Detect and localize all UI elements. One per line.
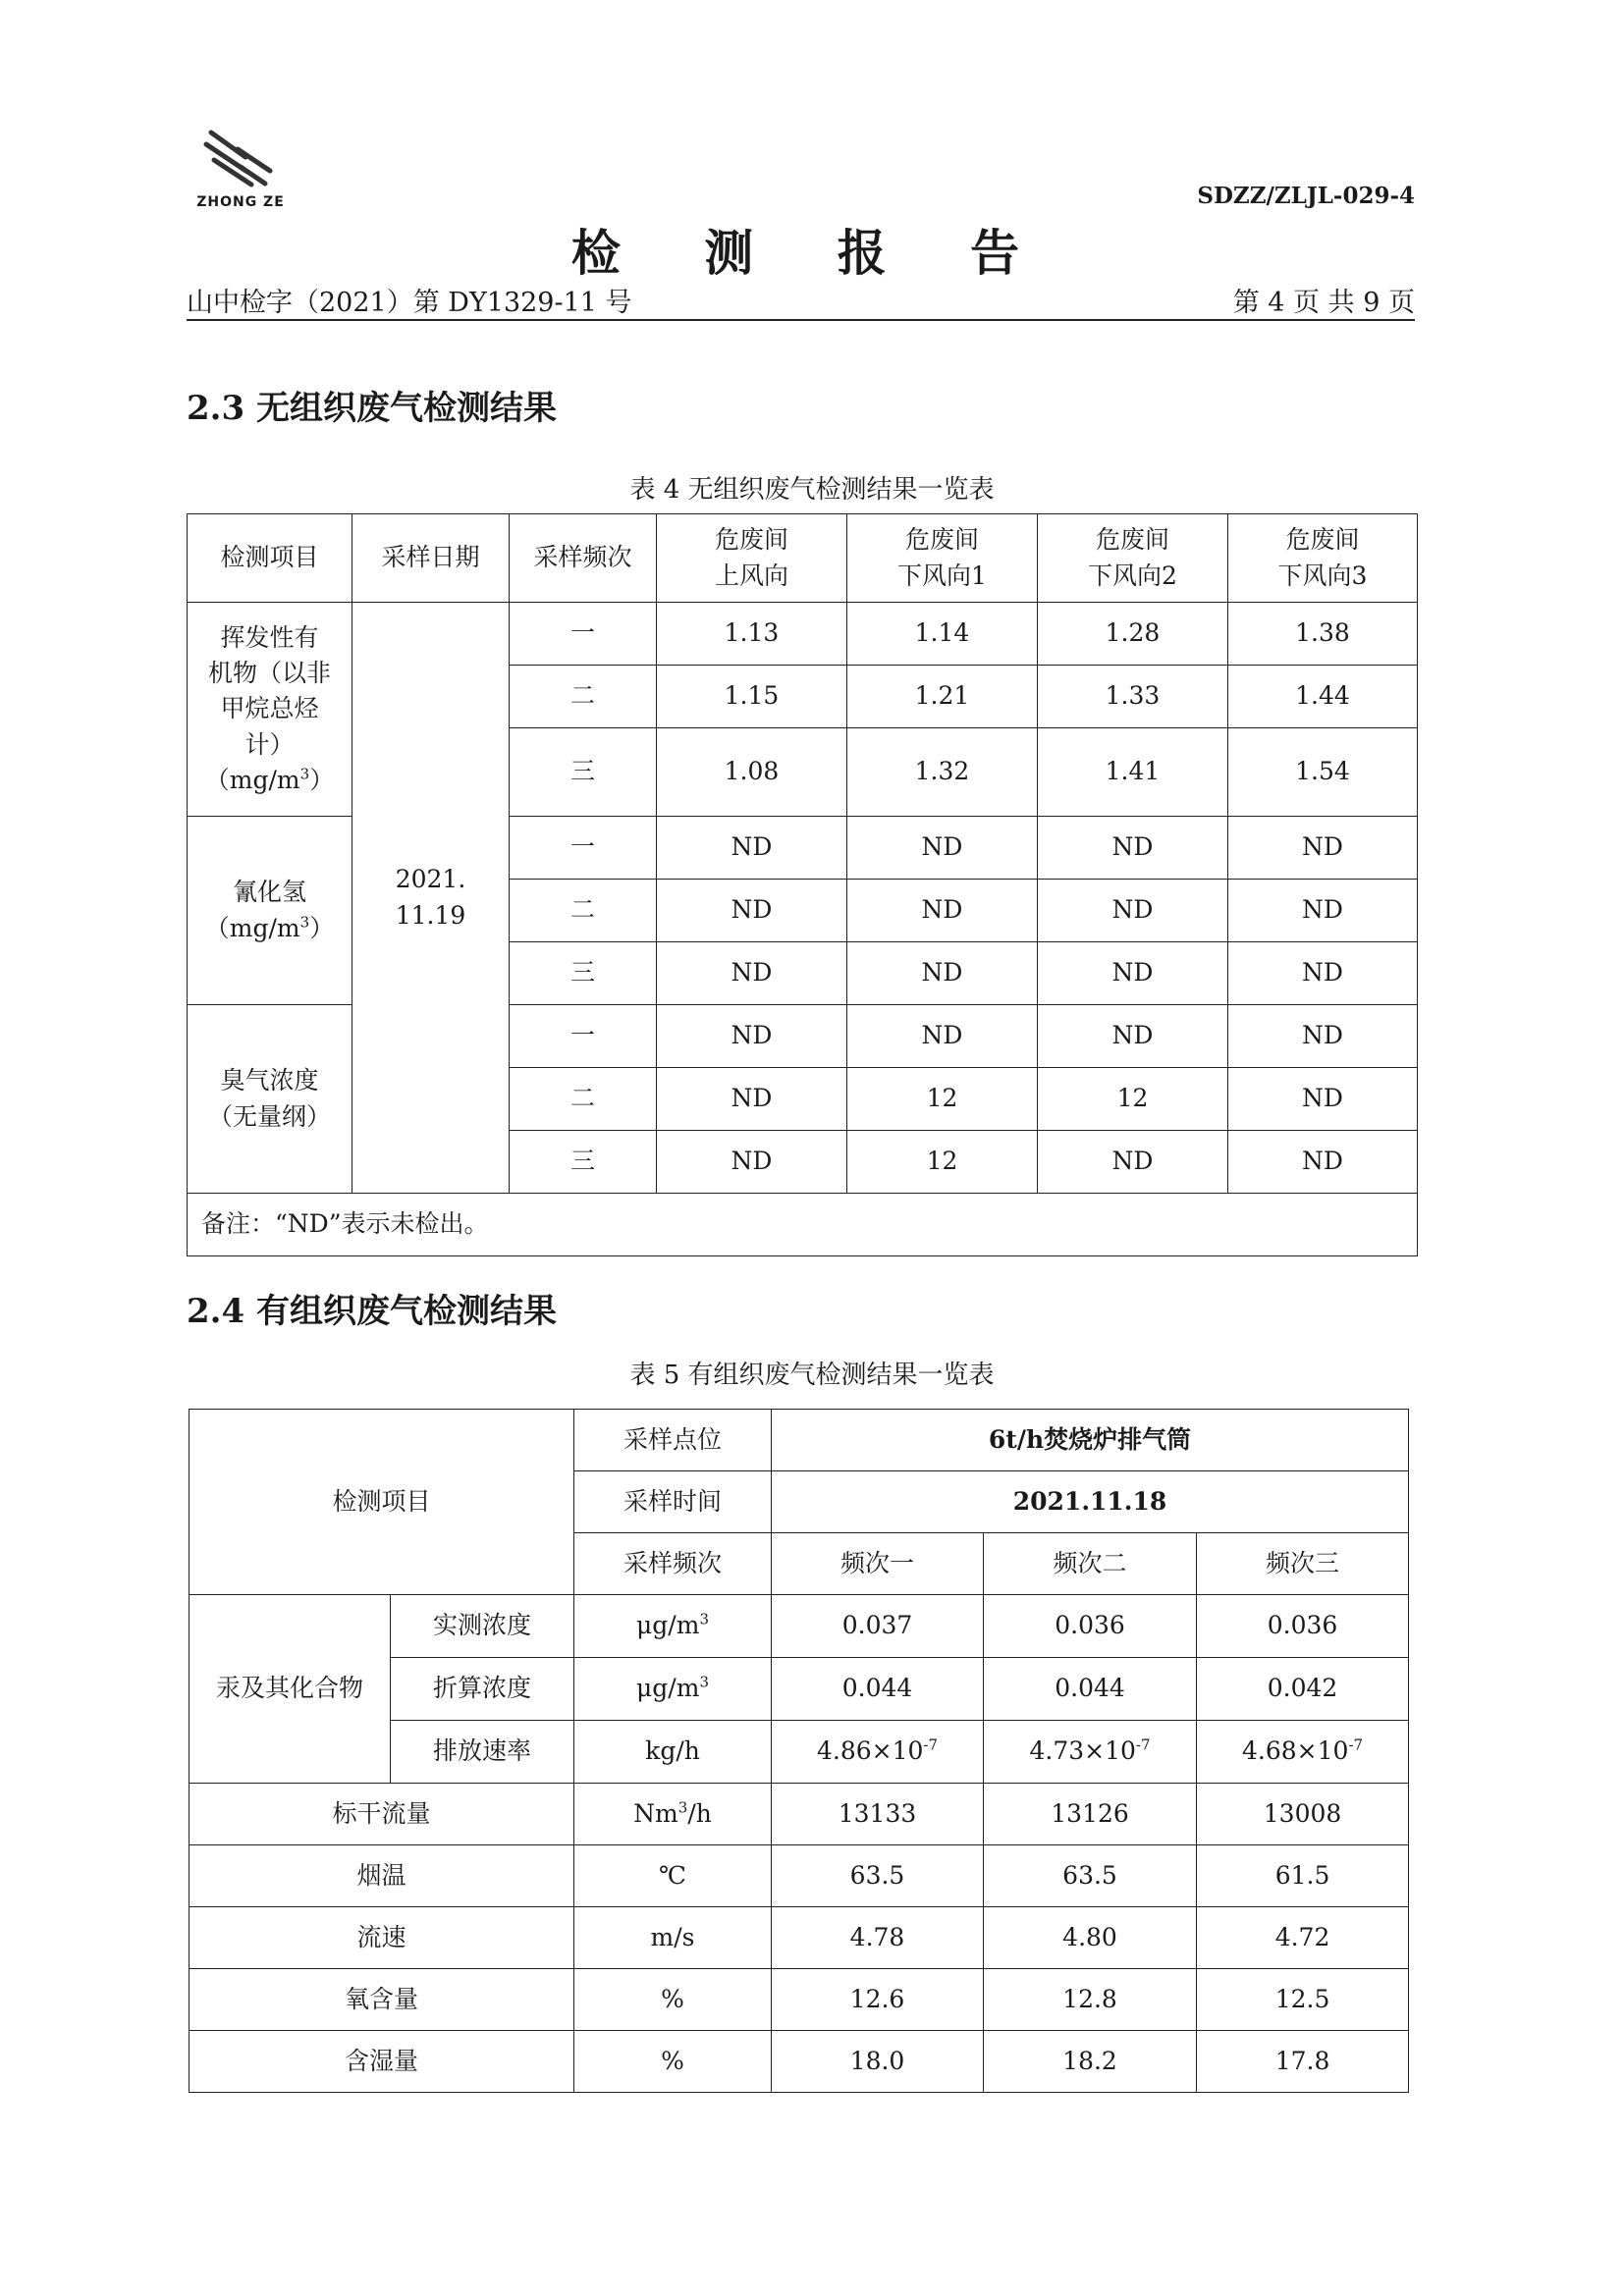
value-cell: 1.13 xyxy=(657,603,847,666)
item-header: 检测项目 xyxy=(189,1410,574,1595)
value-cell: 12 xyxy=(847,1131,1038,1194)
value-cell: ND xyxy=(657,880,847,942)
item-cell-vocs: 挥发性有 机物（以非 甲烷总烃 计） $(mg/m^3)$ xyxy=(188,603,352,817)
unit-cell: $\mu g/m^3$ xyxy=(574,1658,772,1721)
freq-cell: 一 xyxy=(510,603,657,666)
value-cell: 13133 xyxy=(772,1784,984,1845)
page-number: 第 4 页 共 9 页 xyxy=(1232,288,1415,318)
report-number: 山中检字（2021）第 DY1329-11 号 xyxy=(187,288,632,318)
table4-header-cell: 危废间 下风向2 xyxy=(1038,514,1228,603)
table-row xyxy=(189,1784,1409,1845)
mercury-item: 汞及其化合物 xyxy=(189,1595,391,1784)
table4-caption: 表 4 无组织废气检测结果一览表 xyxy=(629,475,995,505)
value-cell: ND xyxy=(1228,1005,1418,1068)
section-heading-2-4: 2.4 有组织废气检测结果 xyxy=(187,1292,557,1331)
point-value: 6t/h焚烧炉排气筒 xyxy=(772,1410,1409,1471)
value-cell: 0.036 xyxy=(984,1595,1197,1658)
table4-header-cell: 危废间 上风向 xyxy=(657,514,847,603)
table5-header-row xyxy=(189,1410,1409,1471)
value-cell: ND xyxy=(657,817,847,880)
freq-cell: 二 xyxy=(510,666,657,728)
item-cell-hcn: 氰化氢 $(mg/m^3)$ xyxy=(188,817,352,1005)
logo-text: ZHONG ZE xyxy=(196,194,285,210)
value-cell: ND xyxy=(657,1005,847,1068)
table4-header-cell: 危废间 下风向3 xyxy=(1228,514,1418,603)
table5-caption: 表 5 有组织废气检测结果一览表 xyxy=(629,1361,995,1390)
table4-header-cell: 采样频次 xyxy=(510,514,657,603)
form-code: SDZZ/ZLJL-029-4 xyxy=(1197,183,1415,209)
value-cell: 18.2 xyxy=(984,2031,1197,2093)
freq-cell: 二 xyxy=(510,880,657,942)
zhongze-logo-icon xyxy=(187,128,295,196)
freq-cell: 三 xyxy=(510,942,657,1005)
freq-header: 频次二 xyxy=(984,1533,1197,1595)
value-cell: ND xyxy=(657,942,847,1005)
param-name: 流速 xyxy=(189,1907,574,1969)
table4-header-row xyxy=(188,514,1418,603)
value-cell: ND xyxy=(1228,817,1418,880)
table4-header-cell: 检测项目 xyxy=(188,514,352,603)
value-cell: 0.044 xyxy=(772,1658,984,1721)
unit-cell: Nm$^3$/h xyxy=(574,1784,772,1845)
item-cell-odor: 臭气浓度 （无量纲） xyxy=(188,1005,352,1194)
freq-cell: 二 xyxy=(510,1068,657,1131)
table4-header-cell: 采样日期 xyxy=(352,514,510,603)
value-cell: ND xyxy=(1228,880,1418,942)
value-cell: ND xyxy=(847,817,1038,880)
unit-cell: ℃ xyxy=(574,1845,772,1907)
table-row xyxy=(189,1845,1409,1907)
point-label: 采样点位 xyxy=(574,1410,772,1471)
table4-note-row xyxy=(188,1194,1418,1256)
param-name: 烟温 xyxy=(189,1845,574,1907)
value-cell: 1.41 xyxy=(1038,728,1228,817)
table-row xyxy=(189,1969,1409,2031)
sub-item: 折算浓度 xyxy=(391,1658,574,1721)
param-name: 含湿量 xyxy=(189,2031,574,2093)
value-cell: 12 xyxy=(1038,1068,1228,1131)
table-row xyxy=(189,1595,1409,1658)
value-cell: ND xyxy=(1038,1131,1228,1194)
company-logo xyxy=(187,128,295,226)
value-cell: 18.0 xyxy=(772,2031,984,2093)
value-cell: ND xyxy=(1228,1131,1418,1194)
value-cell: $4.73\times 10^{-7}$ xyxy=(984,1721,1197,1784)
table-row xyxy=(189,1907,1409,1969)
table4-header-cell: 危废间 下风向1 xyxy=(847,514,1038,603)
sub-item: 实测浓度 xyxy=(391,1595,574,1658)
value-cell: 1.54 xyxy=(1228,728,1418,817)
value-cell: 1.21 xyxy=(847,666,1038,728)
unit-cell: % xyxy=(574,2031,772,2093)
unit-cell: % xyxy=(574,1969,772,2031)
value-cell: 61.5 xyxy=(1197,1845,1409,1907)
table5-stack-gas xyxy=(189,1409,1409,2093)
freq-cell: 一 xyxy=(510,817,657,880)
value-cell: 0.036 xyxy=(1197,1595,1409,1658)
freq-cell: 三 xyxy=(510,1131,657,1194)
unit-label: $(mg/m^3)$ xyxy=(204,913,335,942)
value-cell: ND xyxy=(1038,942,1228,1005)
value-cell: ND xyxy=(847,1005,1038,1068)
value-cell: 12.8 xyxy=(984,1969,1197,2031)
value-cell: ND xyxy=(1228,1068,1418,1131)
param-name: 标干流量 xyxy=(189,1784,574,1845)
value-cell: ND xyxy=(847,880,1038,942)
value-cell: 13126 xyxy=(984,1784,1197,1845)
value-cell: 1.28 xyxy=(1038,603,1228,666)
unit-label: $(mg/m^3)$ xyxy=(204,765,335,794)
value-cell: 12 xyxy=(847,1068,1038,1131)
value-cell: ND xyxy=(1038,880,1228,942)
freq-header: 频次三 xyxy=(1197,1533,1409,1595)
sub-item: 排放速率 xyxy=(391,1721,574,1784)
unit-cell: m/s xyxy=(574,1907,772,1969)
freq-cell: 一 xyxy=(510,1005,657,1068)
value-cell: 1.44 xyxy=(1228,666,1418,728)
value-cell: $4.86\times 10^{-7}$ xyxy=(772,1721,984,1784)
value-cell: 63.5 xyxy=(984,1845,1197,1907)
time-value: 2021.11.18 xyxy=(772,1471,1409,1533)
value-cell: 17.8 xyxy=(1197,2031,1409,2093)
value-cell: ND xyxy=(657,1068,847,1131)
freq-cell: 三 xyxy=(510,728,657,817)
section-heading-2-3: 2.3 无组织废气检测结果 xyxy=(187,389,557,428)
value-cell: 0.042 xyxy=(1197,1658,1409,1721)
value-cell: $4.68\times 10^{-7}$ xyxy=(1197,1721,1409,1784)
table4-fugitive-gas xyxy=(187,513,1418,1256)
unit-label: （无量纲） xyxy=(207,1101,331,1131)
table4-note: 备注：“ND”表示未检出。 xyxy=(188,1194,1418,1256)
value-cell: ND xyxy=(657,1131,847,1194)
unit-cell: kg/h xyxy=(574,1721,772,1784)
value-cell: 1.08 xyxy=(657,728,847,817)
value-cell: 1.14 xyxy=(847,603,1038,666)
value-cell: 13008 xyxy=(1197,1784,1409,1845)
param-name: 氧含量 xyxy=(189,1969,574,2031)
freq-header: 频次一 xyxy=(772,1533,984,1595)
value-cell: 0.037 xyxy=(772,1595,984,1658)
sampling-date-cell: 2021. 11.19 xyxy=(352,603,510,1194)
unit-cell: $\mu g/m^3$ xyxy=(574,1595,772,1658)
header-divider xyxy=(187,319,1415,321)
value-cell: 4.72 xyxy=(1197,1907,1409,1969)
value-cell: ND xyxy=(1038,817,1228,880)
value-cell: 4.80 xyxy=(984,1907,1197,1969)
value-cell: 1.33 xyxy=(1038,666,1228,728)
value-cell: 4.78 xyxy=(772,1907,984,1969)
report-title: 检 测 报 告 xyxy=(570,224,1054,282)
freq-label: 采样频次 xyxy=(574,1533,772,1595)
table-row xyxy=(189,2031,1409,2093)
value-cell: 12.5 xyxy=(1197,1969,1409,2031)
value-cell: ND xyxy=(1038,1005,1228,1068)
value-cell: 12.6 xyxy=(772,1969,984,2031)
value-cell: 63.5 xyxy=(772,1845,984,1907)
table-row xyxy=(188,603,1418,666)
value-cell: ND xyxy=(1228,942,1418,1005)
value-cell: 0.044 xyxy=(984,1658,1197,1721)
value-cell: 1.15 xyxy=(657,666,847,728)
value-cell: ND xyxy=(847,942,1038,1005)
value-cell: 1.32 xyxy=(847,728,1038,817)
value-cell: 1.38 xyxy=(1228,603,1418,666)
time-label: 采样时间 xyxy=(574,1471,772,1533)
